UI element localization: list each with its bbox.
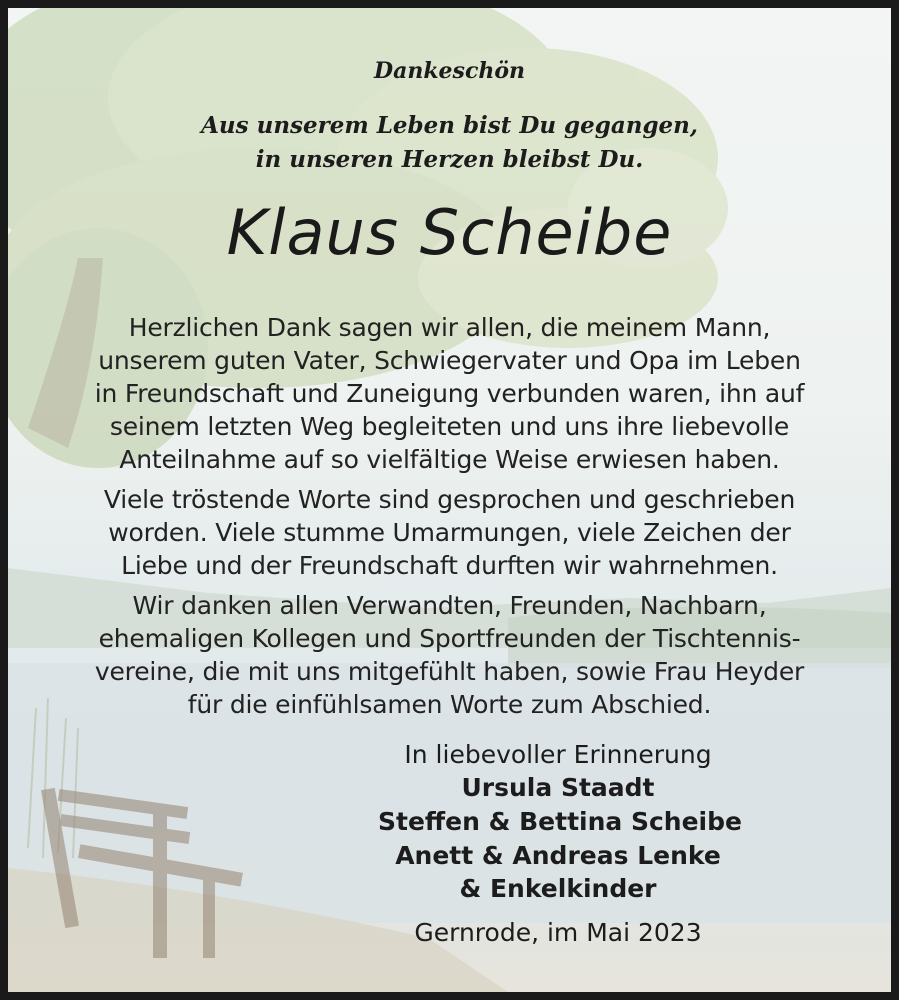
body-line: für die einfühlsamen Worte zum Abschied. [187,690,712,719]
body-line: seinem letzten Weg begleiteten und uns ihre liebevolle [109,412,790,441]
body-line: unserem guten Vater, Schwiegervater und Opa im Leben [98,346,801,375]
body-line: Herzlichen Dank sagen wir allen, die meinem Mann, [128,313,771,342]
body-line: in Freundschaft und Zuneigung verbunden waren, ihn auf [94,379,805,408]
verse-line-1: Aus unserem Leben bist Du gegangen, [201,112,698,139]
signature-intro: In liebevoller Erinnerung [404,740,712,769]
signature-name: Steffen & Bettina Scheibe [378,807,742,836]
verse-line-2: in unseren Herzen bleibst Du. [255,146,644,173]
signature-name: Anett & Andreas Lenke [395,841,721,870]
body-line: Anteilnahme auf so vielfältige Weise erwiesen haben. [119,445,780,474]
thank-you-heading: Dankeschön [373,58,525,84]
body-line: Liebe und der Freundschaft durften wir wahrnehmen. [121,551,778,580]
deceased-name: Klaus Scheibe [226,196,673,269]
signature-name: & Enkelkinder [459,874,657,903]
body-line: worden. Viele stumme Umarmungen, viele Zeichen der [108,518,791,547]
body-line: vereine, die mit uns mitgefühlt haben, sowie Frau Heyder [94,657,805,686]
notice-content [8,8,891,992]
signature-name: Ursula Staadt [461,773,655,802]
body-line: Viele tröstende Worte sind gesprochen und geschrieben [103,485,796,514]
place-date: Gernrode, im Mai 2023 [414,918,702,947]
body-line: ehemaligen Kollegen und Sportfreunden der Tischtennis- [98,624,801,653]
body-line: Wir danken allen Verwandten, Freunden, Nachbarn, [132,591,767,620]
